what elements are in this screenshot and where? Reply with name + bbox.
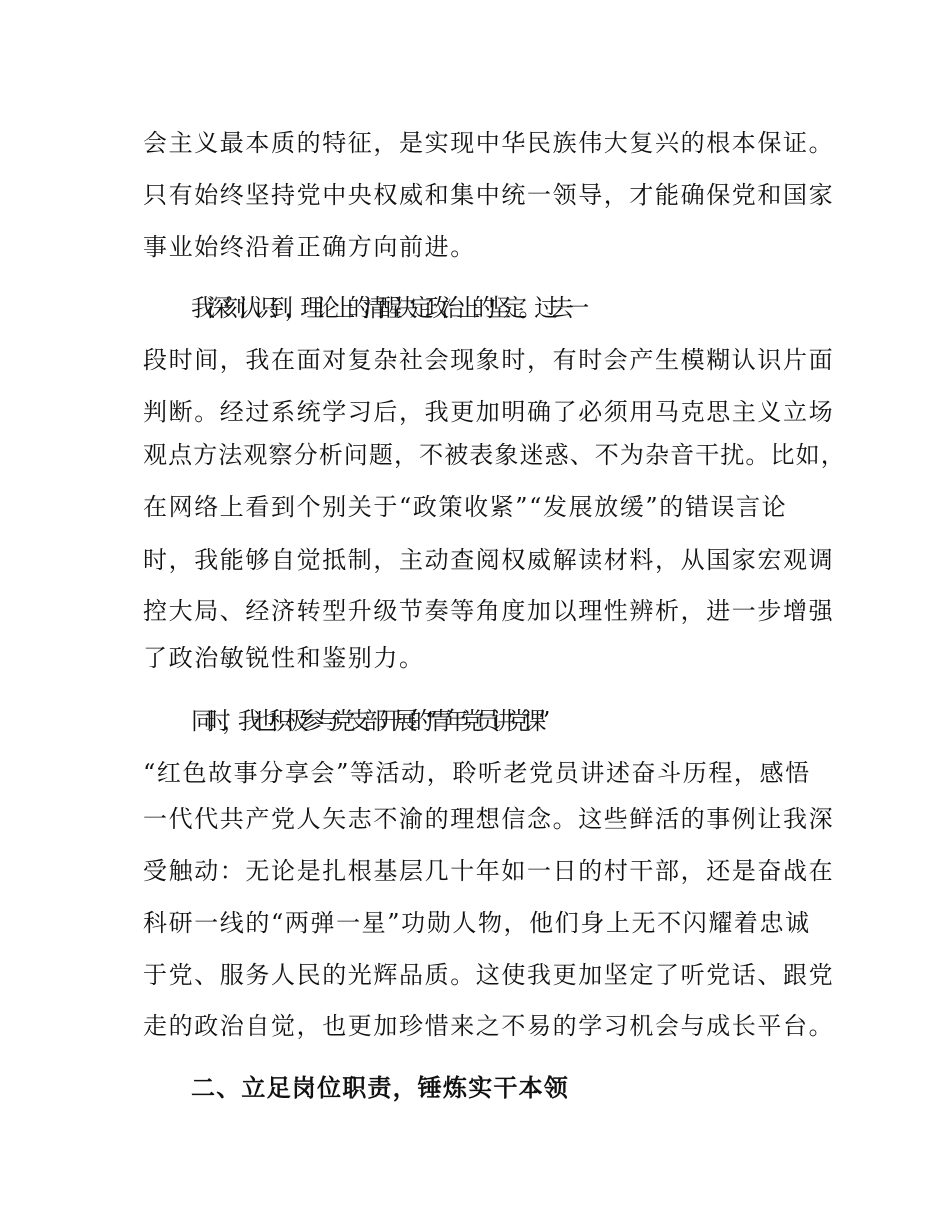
paragraph-2-line-2: 段时间，我在面对复杂社会现象时，有时会产生模糊认识片面 <box>143 346 835 374</box>
paragraph-1-line-3: 事业始终沿着正确方向前进。 <box>143 233 476 261</box>
paragraph-3-line-3: 一代代共产党人矢志不渝的理想信念。这些鲜活的事例让我深 <box>143 805 835 833</box>
paragraph-3-line-2: “红色故事分享会”等活动，聆听老党员讲述奋斗历程，感悟 <box>143 759 811 787</box>
paragraph-2-line-3: 判断。经过系统学习后，我更加明确了必须用马克思主义立场 <box>143 398 835 426</box>
paragraph-3-line-1: 同时，我也积极参与党支部开展的“青年党员讲党课” <box>191 707 542 735</box>
paragraph-2-line-5: 在网络上看到个别关于“政策收紧”“发展放缓”的错误言论 <box>143 493 788 521</box>
paragraph-1-line-2: 只有始终坚持党中央权威和集中统一领导，才能确保党和国家 <box>143 181 835 209</box>
paragraph-1-line-1: 会主义最本质的特征，是实现中华民族伟大复兴的根本保证。 <box>143 129 835 157</box>
paragraph-3-line-5: 科研一线的“两弹一星”功勋人物，他们身上无不闪耀着忠诚 <box>143 909 811 937</box>
paragraph-2-line-7: 控大局、经济转型升级节奏等角度加以理性辨析，进一步增强 <box>143 597 835 625</box>
paragraph-2-line-1: 我深刻认识到，理论上的清醒决定政治上的坚定。过去一 <box>191 294 581 322</box>
paragraph-2-line-4: 观点方法观察分析问题，不被表象迷惑、不为杂音干扰。比如， <box>143 441 846 469</box>
section-heading: 二、立足岗位职责，锤炼实干本领 <box>191 1074 569 1102</box>
paragraph-3-line-4: 受触动：无论是扎根基层几十年如一日的村干部，还是奋战在 <box>143 857 835 885</box>
paragraph-2-line-6: 时，我能够自觉抵制，主动查阅权威解读材料，从国家宏观调 <box>143 546 835 574</box>
paragraph-3-line-6: 于党、服务人民的光辉品质。这使我更加坚定了听党话、跟党 <box>143 961 835 989</box>
paragraph-3-line-7: 走的政治自觉，也更加珍惜来之不易的学习机会与成长平台。 <box>143 1012 835 1040</box>
paragraph-2-line-8: 了政治敏锐性和鉴别力。 <box>143 644 425 672</box>
